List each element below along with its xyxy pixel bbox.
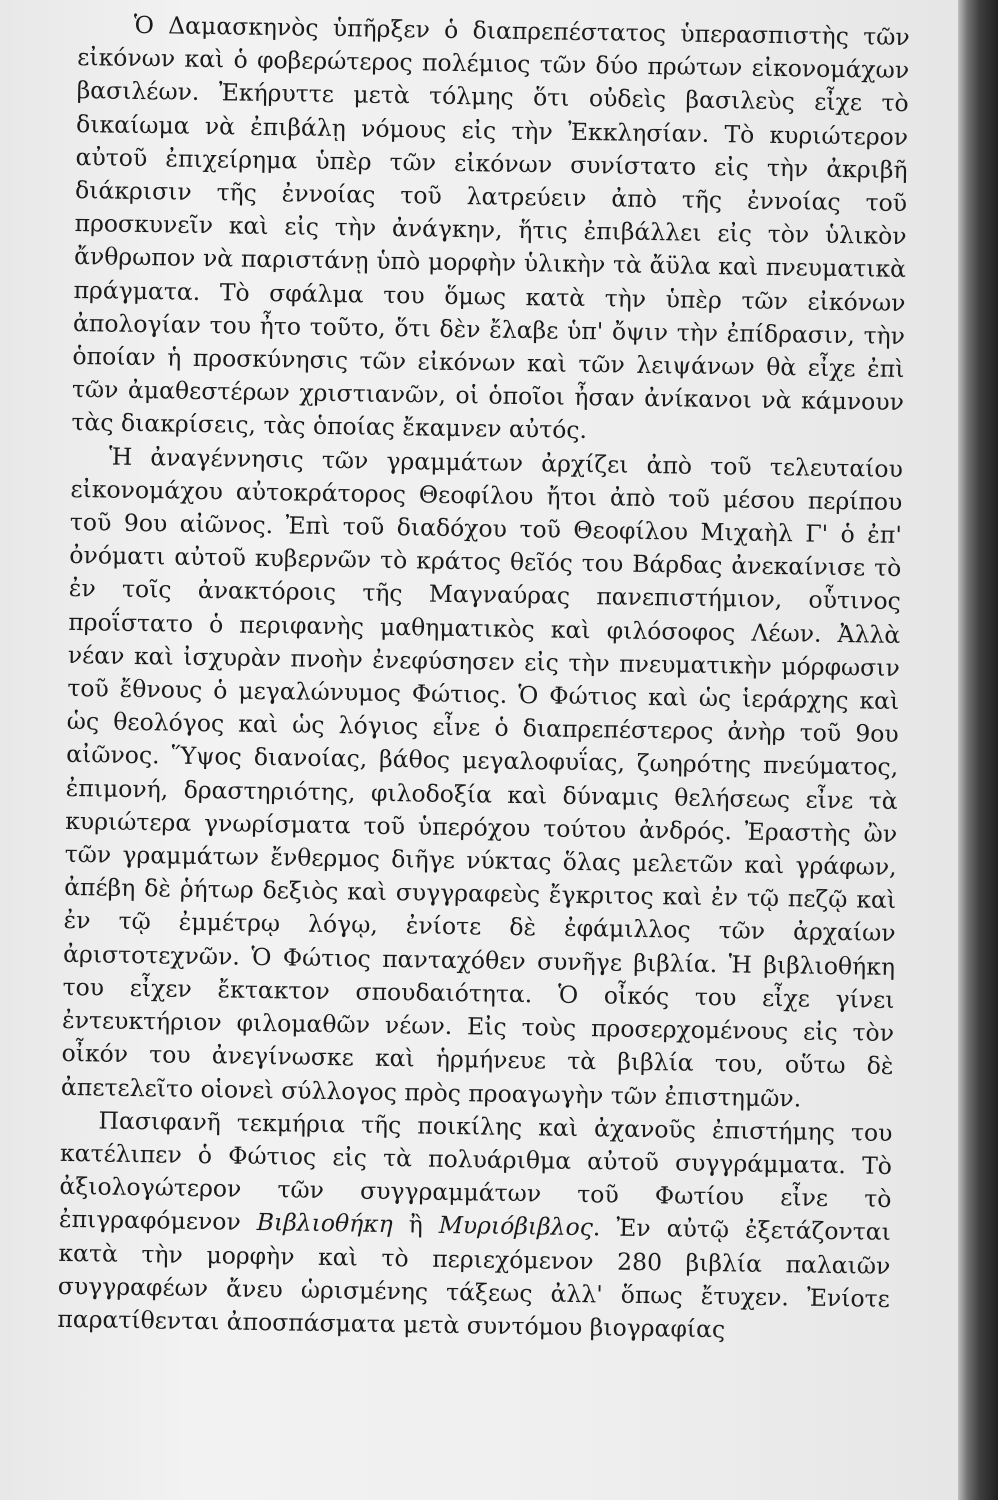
paragraph-damascenus: Ὁ Δαμασκηνὸς ὑπῆρξεν ὁ διαπρεπέστατος ὑπερασπιστὴς τῶν εἰκόνων καὶ ὁ φοβερώτερος πολέμιος τῶν δύο πρώτων εἰκονομάχων βασιλέων. Ἐκήρυττε μετὰ τόλμης ὅτι οὐδεὶς βασιλεὺς εἶχε τὸ δικαίωμα νὰ ἐπιβάλῃ νόμους εἰς τὴν Ἐκκλησίαν. Τὸ κυριώτερον αὐτοῦ ἐπιχείρημα ὑπὲρ τῶν εἰκόνων συνίστατο εἰς τὴν ἀκριβῆ διάκρισιν τῆς ἐννοίας τοῦ λατρεύειν ἀπὸ τῆς ἐννοίας τοῦ προσκυνεῖν καὶ εἰς τὴν ἀνάγκην, ἥτις ἐπιβάλλει εἰς τὸν ὑλικὸν ἄνθρωπον νὰ παριστάνῃ ὑπὸ μορφὴν ὑλικὴν τὰ ἄϋλα καὶ πνευματικὰ πράγματα. Τὸ σφάλμα του ὅμως κατὰ τὴν ὑπὲρ τῶν εἰκόνων ἀπολογίαν του ἦτο τοῦτο, ὅτι δὲν ἔλαβε ὑπ' ὄψιν τὴν ἐπίδρασιν, τὴν ὁποίαν ἡ προσκύνησις τῶν εἰκόνων καὶ τῶν λειψάνων θὰ εἶχε ἐπὶ τῶν ἀμαθεστέρων χριστιανῶν, οἱ ὁποῖοι ἦσαν ἀνίκανοι νὰ κάμνουν τὰς διακρίσεις, τὰς ὁποίας ἔκαμνεν αὐτός. bbox=[71, 10, 910, 445]
paragraph-photius-works bbox=[57, 1104, 893, 1349]
title-myriobiblos: Μυριόβιβλος bbox=[438, 1211, 594, 1242]
title-bibliotheca: Βιβλιοθήκη bbox=[256, 1208, 393, 1239]
works-text-after: . Ἐν αὐτῷ ἐξετάζονται κατὰ τὴν μορφὴν καὶ τὸ περιεχόμενον 280 βιβλία παλαιῶν συγγραφέων ἄνευ ὡρισμένης τάξεως ἀλλ' ὅπως ἔτυχεν. Ἐνίοτε παρατίθενται ἀποσπάσματα μετὰ συντόμου βιογραφίας bbox=[57, 1213, 892, 1344]
book-binding-edge bbox=[958, 0, 998, 1500]
body-text bbox=[57, 8, 910, 1349]
works-text-middle: ἢ bbox=[392, 1210, 440, 1240]
works-text-before: Πασιφανῆ τεκμήρια τῆς ποικίλης καὶ ἀχανοῦς ἐπιστήμης του κατέλιπεν ὁ Φώτιος εἰς τὰ πολυάριθμα αὐτοῦ συγγράμματα. Τὸ ἀξιολογώτερον τῶν συγγραμμάτων τοῦ Φωτίου εἶνε τὸ ἐπιγραφόμενον bbox=[58, 1106, 893, 1237]
paragraph-renaissance-photius: Ἡ ἀναγέννησις τῶν γραμμάτων ἀρχίζει ἀπὸ τοῦ τελευταίου εἰκονομάχου αὐτοκράτορος Θεοφίλου ἤτοι ἀπὸ τοῦ μέσου περίπου τοῦ 9ου αἰῶνος. Ἐπὶ τοῦ διαδόχου τοῦ Θεοφίλου Μιχαὴλ Γ' ὁ ἐπ' ὀνόματι αὐτοῦ κυβερνῶν τὸ κράτος θεῖός του Βάρδας ἀνεκαίνισε τὸ ἐν τοῖς ἀνακτόροις τῆς Μαγναύρας πανεπιστήμιον, οὗτινος προΐστατο ὁ περιφανὴς μαθηματικὸς καὶ φιλόσοφος Λέων. Ἀλλὰ νέαν καὶ ἰσχυρὰν πνοὴν ἐνεφύσησεν εἰς τὴν πνευματικὴν μόρφωσιν τοῦ ἔθνους ὁ μεγαλώνυμος Φώτιος. Ὁ Φώτιος καὶ ὡς ἱεράρχης καὶ ὡς θεολόγος καὶ ὡς λόγιος εἶνε ὁ διαπρεπέστερος ἀνὴρ τοῦ 9ου αἰῶνος. Ὕψος διανοίας, βάθος μεγαλοφυΐας, ζωηρότης πνεύματος, ἐπιμονή, δραστηριότης, φιλοδοξία καὶ δύναμις θελήσεως εἶνε τὰ κυριώτερα γνωρίσματα τοῦ ὑπερόχου τούτου ἀνδρός. Ἐραστὴς ὢν τῶν γραμμάτων ἔνθερμος διῆγε νύκτας ὅλας μελετῶν καὶ γράφων, ἀπέβη δὲ ῥήτωρ δεξιὸς καὶ συγγραφεὺς ἔγκριτος καὶ ἐν τῷ πεζῷ καὶ ἐν τῷ ἐμμέτρῳ λόγῳ, ἐνίοτε δὲ ἐφάμιλλος τῶν ἀρχαίων ἀριστοτεχνῶν. Ὁ Φώτιος πανταχόθεν συνῆγε βιβλία. Ἡ βιβλιοθήκη του εἶχεν ἔκτακτον σπουδαιότητα. Ὁ οἶκός του εἶχε γίνει ἐντευκτήριον φιλομαθῶν νέων. Εἰς τοὺς προσερχομένους εἰς τὸν οἶκόν του ἀνεγίνωσκε καὶ ἡρμήνευε τὰ βιβλία του, οὕτω δὲ ἀπετελεῖτο οἱονεὶ σύλλογος πρὸς προαγωγὴν τῶν ἐπιστημῶν. bbox=[60, 442, 904, 1112]
